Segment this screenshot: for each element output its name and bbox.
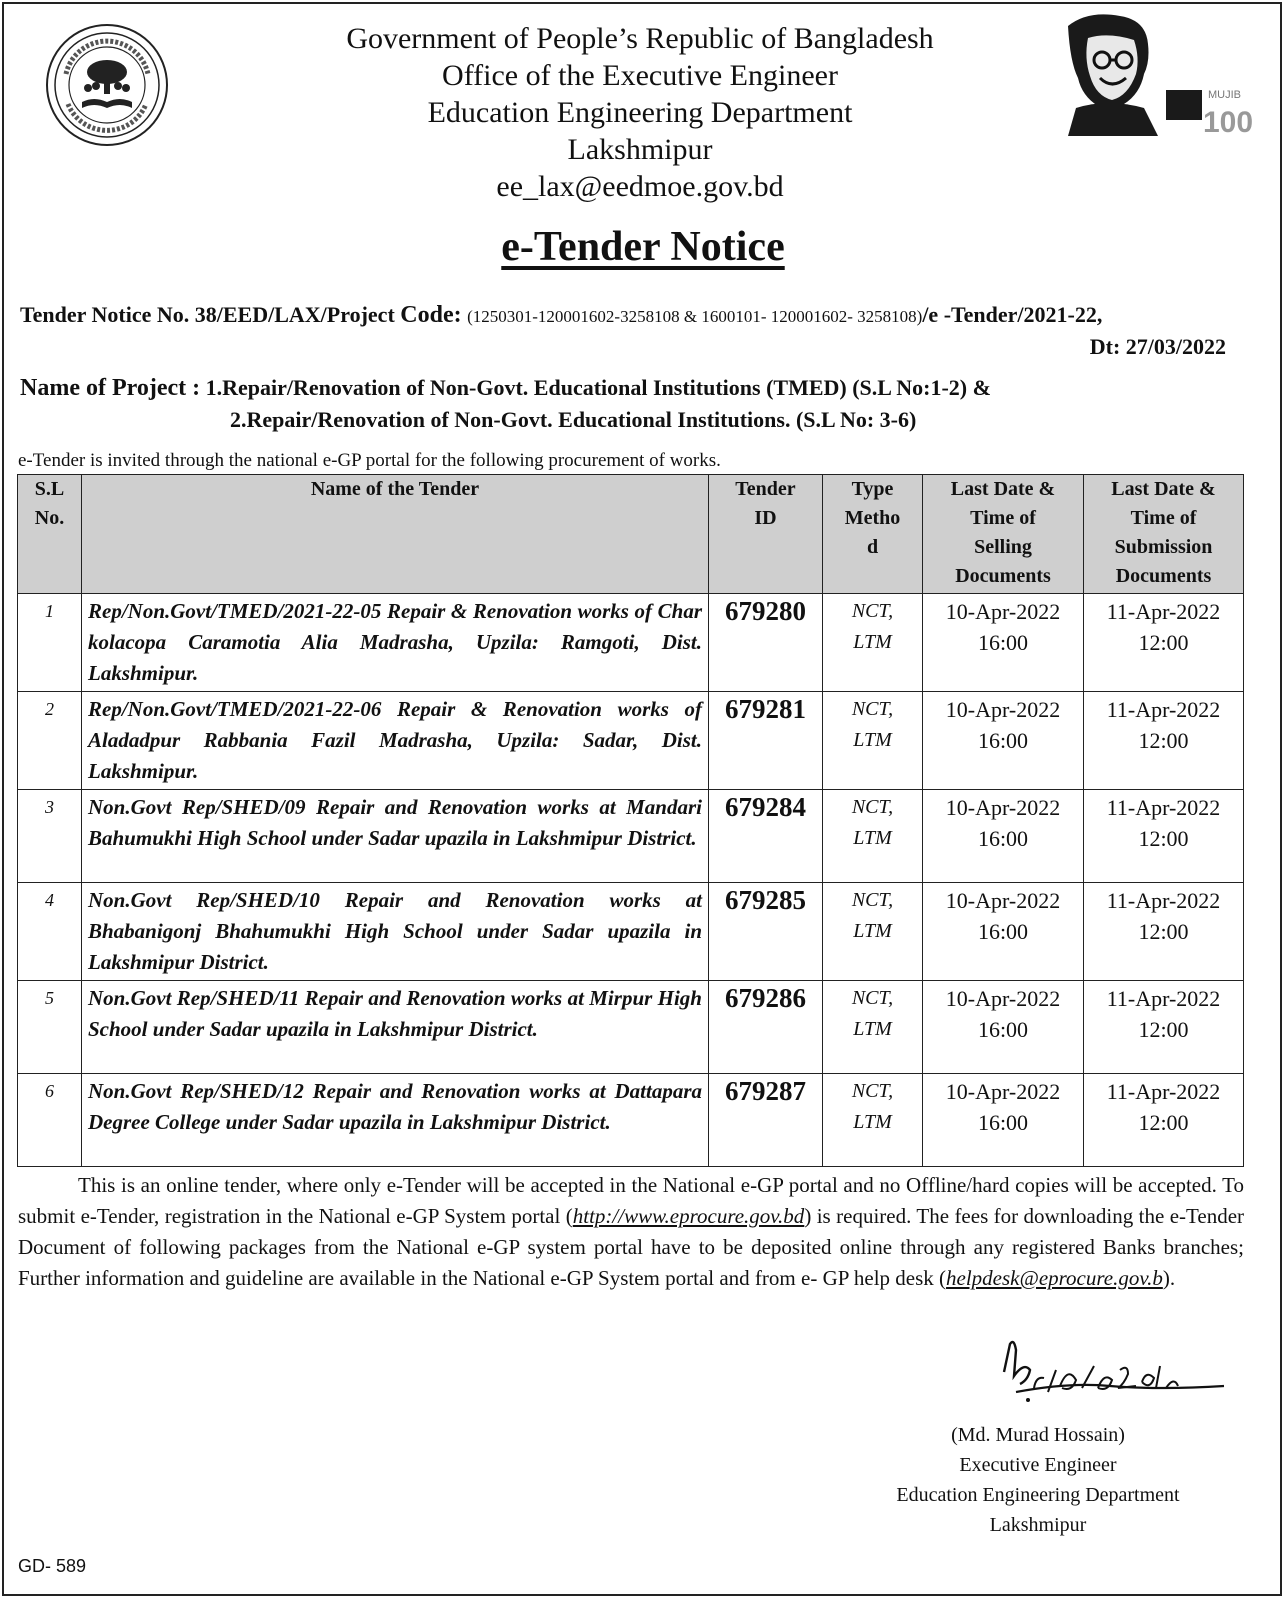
table-row — [18, 981, 1244, 1074]
row-tender-name: Rep/Non.Govt/TMED/2021-22-05 Repair & Renovation works of Char kolacopa Caramotia Alia Madrasha, Upzila: Ramgoti, Dist. Lakshmipur. — [82, 594, 709, 692]
signatory-department: Education Engineering Department — [896, 1484, 1180, 1506]
row-sl: 2 — [18, 692, 82, 790]
header-name: Name of the Tender — [82, 475, 709, 594]
row-tender-id: 679285 — [709, 883, 823, 981]
row-submission-date: 11-Apr-2022 12:00 — [1084, 594, 1244, 692]
row-selling-date: 10-Apr-2022 16:00 — [923, 981, 1084, 1074]
row-type: NCT, LTM — [823, 790, 923, 883]
table-row — [18, 1074, 1244, 1167]
row-tender-id: 679284 — [709, 790, 823, 883]
instructions-paragraph: This is an online tender, where only e-Tender will be accepted in the National e-GP portal and no Offline/hard copies will be accepted. To submit e-Tender, registration in the National e-GP System portal (http://www.eprocure.gov.bd) is required. The fees for downloading the e-Tender Document of following packages from the National e-GP system portal have to be deposited online through any registered Banks branches; Further information and guideline are available in the National e-GP System portal and from e- GP help desk (helpdesk@eprocure.gov.b). — [18, 1173, 1245, 1290]
row-tender-name: Rep/Non.Govt/TMED/2021-22-06 Repair & Renovation works of Aladadpur Rabbania Fazil Madrasha, Upzila: Sadar, Dist. Lakshmipur. — [82, 692, 709, 790]
government-name: Government of People’s Republic of Bangladesh — [346, 22, 934, 55]
table-row — [18, 594, 1244, 692]
row-tender-name: Non.Govt Rep/SHED/10 Repair and Renovation works at Bhabanigonj Bhahumukhi High School under Sadar upazila in Lakshmipur District. — [82, 883, 709, 981]
row-sl: 6 — [18, 1074, 82, 1167]
header-selling-date: Last Date & Time of Selling Documents — [923, 475, 1084, 594]
helpdesk-email-link[interactable]: helpdesk@eprocure.gov.b — [946, 1266, 1163, 1290]
signatory-block — [866, 1420, 1210, 1540]
office-name: Office of the Executive Engineer — [442, 59, 838, 92]
handwritten-signature-icon — [990, 1336, 1230, 1414]
eprocure-link[interactable]: http://www.eprocure.gov.bd — [572, 1204, 805, 1228]
row-selling-date: 10-Apr-2022 16:00 — [923, 692, 1084, 790]
header-sl: S.L No. — [18, 475, 82, 594]
row-sl: 1 — [18, 594, 82, 692]
project-names: Name of Project : 1.Repair/Renovation of Non-Govt. Educational Institutions (TMED) (S.L No:1-2) & 2.Repair/Renovation of Non-Govt. Educational Institutions. (S.L No: 3-6) — [20, 372, 991, 436]
header-tender-id: Tender ID — [709, 475, 823, 594]
letterhead — [180, 20, 1100, 205]
notice-date: Dt: 27/03/2022 — [1089, 334, 1226, 359]
row-submission-date: 11-Apr-2022 12:00 — [1084, 1074, 1244, 1167]
row-selling-date: 10-Apr-2022 16:00 — [923, 594, 1084, 692]
svg-text:100: 100 — [1203, 106, 1254, 139]
signatory-name: (Md. Murad Hossain) — [951, 1424, 1125, 1446]
row-type: NCT, LTM — [823, 883, 923, 981]
row-submission-date: 11-Apr-2022 12:00 — [1084, 981, 1244, 1074]
department-name: Education Engineering Department — [427, 96, 853, 129]
row-tender-id: 679286 — [709, 981, 823, 1074]
project-line-2: 2.Repair/Renovation of Non-Govt. Educational Institutions. (S.L No: 3-6) — [230, 407, 917, 432]
table-row — [18, 790, 1244, 883]
tender-notice-number: Tender Notice No. 38/EED/LAX/Project Code: (1250301-120001602-3258108 & 1600101- 120001602- 3258108)/e -Tender/2021-22, — [20, 302, 1103, 328]
row-type: NCT, LTM — [823, 594, 923, 692]
row-selling-date: 10-Apr-2022 16:00 — [923, 1074, 1084, 1167]
row-tender-id: 679281 — [709, 692, 823, 790]
svg-text:MUJIB: MUJIB — [1208, 89, 1241, 101]
intro-text: e-Tender is invited through the national e-GP portal for the following procurement of works. — [18, 450, 721, 471]
header-submission-date: Last Date & Time of Submission Documents — [1084, 475, 1244, 594]
table-row — [18, 883, 1244, 981]
row-selling-date: 10-Apr-2022 16:00 — [923, 790, 1084, 883]
page-title: e-Tender Notice — [501, 224, 785, 270]
row-sl: 3 — [18, 790, 82, 883]
signatory-designation: Executive Engineer — [959, 1454, 1117, 1476]
row-tender-name: Non.Govt Rep/SHED/11 Repair and Renovation works at Mirpur High School under Sadar upazila in Lakshmipur District. — [82, 981, 709, 1074]
row-type: NCT, LTM — [823, 692, 923, 790]
row-submission-date: 11-Apr-2022 12:00 — [1084, 692, 1244, 790]
row-type: NCT, LTM — [823, 981, 923, 1074]
footer-code: GD- 589 — [18, 1556, 87, 1576]
row-tender-id: 679287 — [709, 1074, 823, 1167]
table-header-row — [18, 475, 1244, 594]
row-selling-date: 10-Apr-2022 16:00 — [923, 883, 1084, 981]
row-tender-id: 679280 — [709, 594, 823, 692]
row-tender-name: Non.Govt Rep/SHED/12 Repair and Renovation works at Dattapara Degree College under Sadar upazila in Lakshmipur District. — [82, 1074, 709, 1167]
project-line-1: 1.Repair/Renovation of Non-Govt. Educational Institutions (TMED) (S.L No:1-2) & — [205, 375, 991, 400]
row-sl: 4 — [18, 883, 82, 981]
office-email: ee_lax@eedmoe.gov.bd — [496, 170, 784, 203]
signatory-location: Lakshmipur — [989, 1514, 1087, 1536]
header-type-method: Type Metho d — [823, 475, 923, 594]
department-seal-icon — [44, 22, 170, 148]
row-submission-date: 11-Apr-2022 12:00 — [1084, 790, 1244, 883]
tender-table — [17, 474, 1244, 1167]
row-type: NCT, LTM — [823, 1074, 923, 1167]
district-name: Lakshmipur — [567, 133, 713, 166]
table-row — [18, 692, 1244, 790]
row-sl: 5 — [18, 981, 82, 1074]
row-submission-date: 11-Apr-2022 12:00 — [1084, 883, 1244, 981]
row-tender-name: Non.Govt Rep/SHED/09 Repair and Renovation works at Mandari Bahumukhi High School under Sadar upazila in Lakshmipur District. — [82, 790, 709, 883]
